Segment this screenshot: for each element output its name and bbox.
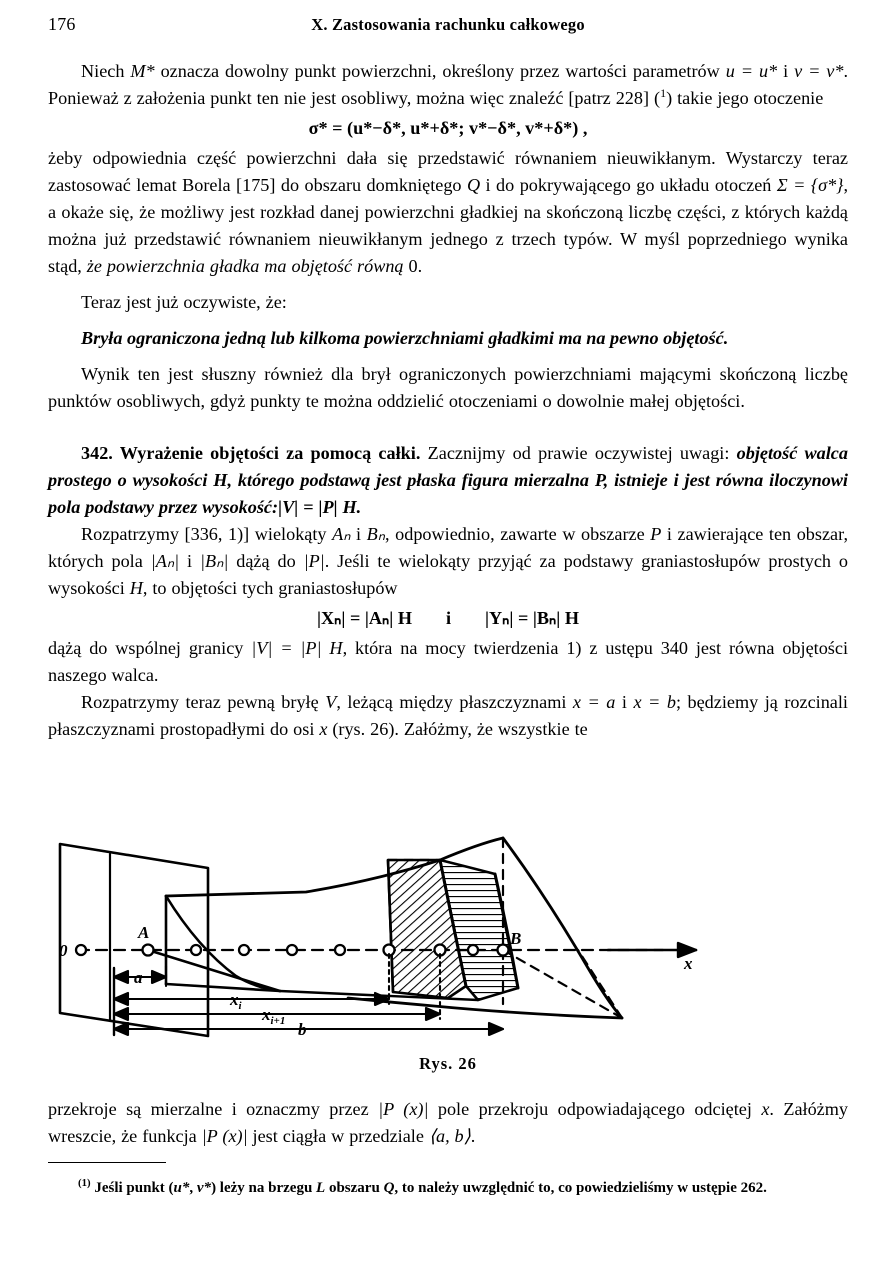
label-dim-a: a <box>134 968 143 987</box>
section-number-title: 342. Wyrażenie objętości za pomocą całki. <box>81 443 421 463</box>
p5-text-a: Rozpatrzymy [336, 1)] wielokąty <box>81 524 333 544</box>
label-dim-xi-plus-1: $x_{i+1}$ <box>262 1005 286 1027</box>
symbol-abs-P: |P| <box>303 551 325 571</box>
label-point-b: B <box>510 929 522 948</box>
p6-text-b: , która na mocy twierdzenia 1) z ustępu 340 jest równa objętości naszego walca. <box>48 638 849 685</box>
symbol-Sigma: Σ = {σ*} <box>776 175 844 195</box>
paragraph-3: Teraz jest już oczywiste, że: <box>81 292 287 312</box>
footnote-marker: (1) <box>78 1177 91 1189</box>
p6-text-a: dążą do wspólnej granicy <box>48 638 252 658</box>
p8-text-a: przekroje są mierzalne i oznaczmy przez <box>48 1099 379 1119</box>
p8-text-e: . <box>470 1126 476 1146</box>
display-formula-prisms <box>48 608 848 629</box>
footnote-separator <box>48 1162 166 1163</box>
footnote-symbol-L: L <box>316 1180 326 1196</box>
p5-text-c: , odpowiednio, zawarte w obszarze <box>385 524 651 544</box>
footnote-ref[interactable]: 1 <box>660 85 667 100</box>
section-italic-claim: objętość walca prostego o wysokości H, którego podstawą jest płaska figura mierzalna P, istnieje i jest równa iloczynowi pola podstawy przez wysokość: <box>48 443 848 517</box>
p1-text-e: ) takie jego otoczenie <box>666 88 824 108</box>
section-342 <box>48 440 848 521</box>
p2-text-d: , a okaże się, że możliwy jest rozkład danej powierzchni gładkiej na skończoną liczbę części, z których każdą można już przedstawić równaniem nieuwikłanym jednego z trzech typów. W myśl poprzedniego wynika stąd, <box>48 175 848 276</box>
symbol-interval-ab: ⟨a, b⟩ <box>428 1126 471 1146</box>
symbol-abs-Bn: |Bₙ| <box>199 551 229 571</box>
footnote-text-d: obszaru <box>325 1180 384 1196</box>
p2-italic-claim: że powierzchnia gładka ma objętość równą <box>86 256 404 276</box>
p5-text-h: , to objętości tych graniastosłupów <box>142 578 398 598</box>
label-point-a: A <box>138 923 150 942</box>
p2-text-b: [175] do obszaru domkniętego <box>230 175 467 195</box>
running-head <box>48 14 848 40</box>
symbol-x-2: x <box>761 1099 770 1119</box>
p7-text-d: ; będziemy ją rozcinali płaszczyznami prostopadłymi do osi <box>48 692 848 739</box>
symbol-V: V <box>325 692 337 712</box>
symbol-x-eq-b: x = b <box>633 692 676 712</box>
lemma-borel: lemat Borela <box>136 175 231 195</box>
p8-text-d: jest ciągła w przedziale <box>247 1126 429 1146</box>
figure-svg <box>48 836 848 1051</box>
symbol-x-eq-a: x = a <box>572 692 616 712</box>
page-number: 176 <box>48 14 76 34</box>
footnote-text-b: , <box>189 1180 197 1196</box>
paragraph-4: Wynik ten jest słuszny również dla brył ograniczonych powierzchniami mającymi skończoną liczbę punktów osobliwych, gdyż punkty te można oddzielić otoczeniami o dowolnie małej objętości. <box>48 364 848 411</box>
p5-text-e: i <box>179 551 200 571</box>
symbol-abs-Px: |P (x)| <box>378 1099 429 1119</box>
p1-text-d: . Ponieważ z założenia punkt ten nie jest osobliwy, można więc znaleźć [patrz 228] ( <box>48 61 849 108</box>
p5-text-b: i <box>350 524 367 544</box>
formula-right: |Yₙ| = |Bₙ| H <box>485 608 579 628</box>
paragraph-2 <box>48 145 848 280</box>
p5-text-d: i zawierające ten obszar, których pola <box>48 524 848 571</box>
label-dim-b: b <box>298 1020 307 1039</box>
section-lead: Zacznijmy od prawie oczywistej uwagi: <box>420 443 737 463</box>
figure-caption: Rys. 26 <box>419 1054 477 1073</box>
p7-text-e: (rys. 26). Załóżmy, że wszystkie te <box>327 719 588 739</box>
p1-text-a: Niech <box>81 61 131 81</box>
symbol-abs-An: |Aₙ| <box>150 551 180 571</box>
p1-text-b: oznacza dowolny punkt powierzchni, określony przez wartości parametrów <box>154 61 726 81</box>
symbol-abs-Px-2: |P (x)| <box>201 1126 248 1146</box>
label-origin: 0 <box>59 941 68 960</box>
p2-text-e: 0. <box>403 256 423 276</box>
section-italic-formula: |V| = |P| H. <box>278 497 362 517</box>
label-dim-xi: $x_i$ <box>230 990 242 1012</box>
p7-text-b: , leżącą między płaszczyznami <box>336 692 573 712</box>
p5-text-f: dążą do <box>228 551 304 571</box>
display-formula-sigma: σ* = (u*−δ*, u*+δ*; v*−δ*, v*+δ*) , <box>308 118 588 138</box>
body-text-after-figure <box>48 1096 848 1150</box>
footnote-symbol-v: v* <box>196 1180 212 1196</box>
paragraph-8 <box>48 1096 848 1150</box>
footnote-text-a: Jeśli punkt ( <box>90 1180 174 1196</box>
footnote-symbol-Q: Q <box>383 1180 395 1196</box>
label-axis-x: x <box>684 954 693 973</box>
paragraph-6 <box>48 635 848 689</box>
paragraph-1 <box>48 58 848 112</box>
paragraph-7 <box>48 689 848 743</box>
figure-rys-26 <box>48 836 848 1091</box>
p8-text-c: . Załóżmy wreszcie, że funkcja <box>48 1099 848 1146</box>
formula-left: |Xₙ| = |Aₙ| H <box>317 608 412 628</box>
p1-text-c: i <box>777 61 795 81</box>
symbol-x: x <box>319 719 328 739</box>
footnote-text-e: , to należy uwzględnić to, co powiedzieliśmy w ustępie 262. <box>394 1180 767 1196</box>
symbol-M-star: M* <box>130 61 155 81</box>
symbol-H: H <box>129 578 143 598</box>
symbol-Q: Q <box>466 175 481 195</box>
footnote-text-c: ) leży na brzegu <box>211 1180 317 1196</box>
p2-text-c: i do pokrywającego go układu otoczeń <box>480 175 777 195</box>
symbol-u-eq: u = u* <box>725 61 778 81</box>
p5-text-g: . Jeśli te wielokąty przyjąć za podstawy graniastosłupów prostych o wysokości <box>48 551 849 598</box>
symbol-V-eq-PH: |V| = |P| H <box>251 638 343 658</box>
theorem-statement: Bryła ograniczona jedną lub kilkoma powierzchniami gładkimi ma na pewno objętość. <box>81 328 729 348</box>
footnote-symbol-u: u* <box>173 1180 190 1196</box>
chapter-title: X. Zastosowania rachunku całkowego <box>311 15 585 34</box>
footnote-block <box>48 1172 848 1199</box>
left-coordinate-plane <box>60 844 208 1036</box>
body-text <box>48 58 848 743</box>
symbol-v-eq: v = v* <box>794 61 844 81</box>
symbol-An: Aₙ <box>332 524 351 544</box>
p7-text-c: i <box>615 692 634 712</box>
p7-text-a: Rozpatrzymy teraz pewną bryłę <box>81 692 326 712</box>
paragraph-5 <box>48 521 848 602</box>
formula-conjunction: i <box>445 608 452 628</box>
symbol-Bn: Bₙ <box>366 524 386 544</box>
p2-text-a: żeby odpowiednia część powierzchni dała się przedstawić równaniem nieuwikłanym. Wystarczy teraz zastosować <box>48 148 848 195</box>
symbol-P: P <box>650 524 662 544</box>
p8-text-b: pole przekroju odpowiadającego odciętej <box>428 1099 762 1119</box>
